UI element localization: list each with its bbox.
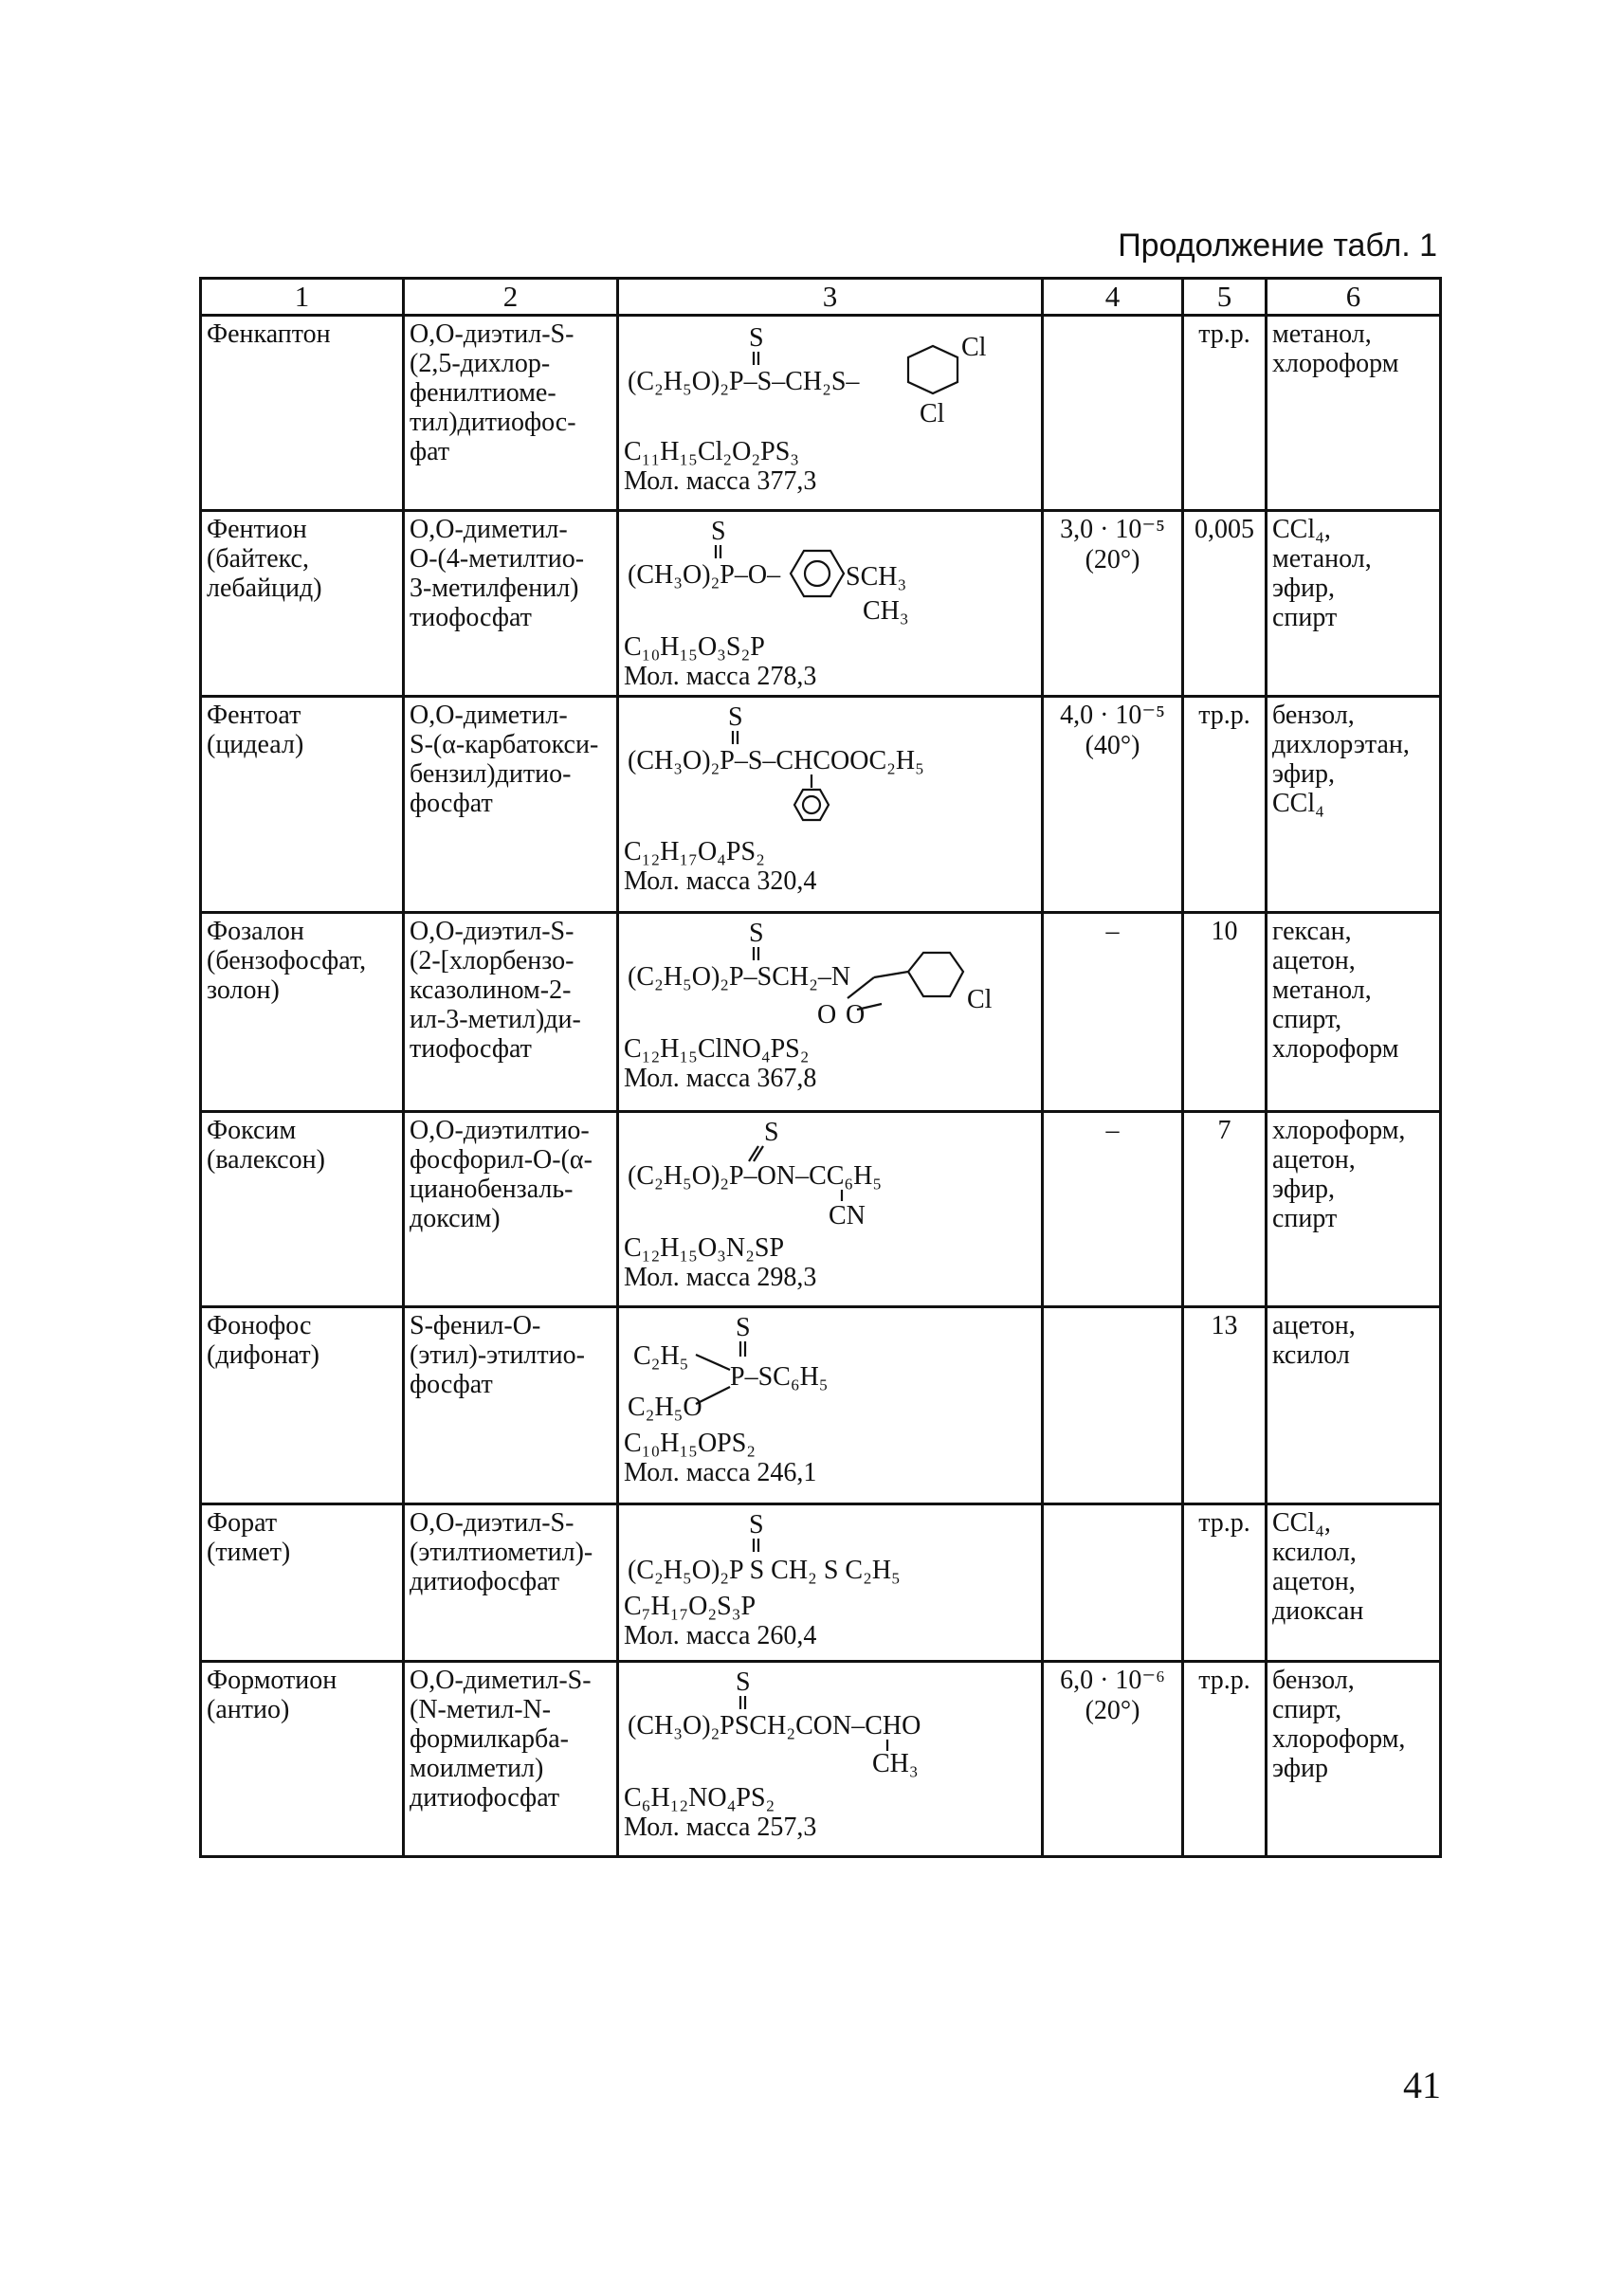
molecular-mass: Мол. масса 257,3 bbox=[624, 1813, 817, 1842]
column-header: 6 bbox=[1267, 279, 1441, 316]
table-row bbox=[201, 697, 1441, 913]
structure-cell bbox=[618, 1504, 1043, 1662]
svg-text:(C₂H₅O)₂P–SCH₂–N: (C₂H₅O)₂P–SCH₂–N bbox=[628, 962, 851, 992]
water-solubility: тр.р. bbox=[1183, 1504, 1267, 1662]
structure-cell bbox=[618, 1112, 1043, 1307]
svg-text:P–SC₆H₅: P–SC₆H₅ bbox=[730, 1362, 829, 1392]
water-solubility: тр.р. bbox=[1183, 1662, 1267, 1857]
solvents: хлороформ, ацетон, эфир, спирт bbox=[1267, 1112, 1441, 1307]
vapor-pressure: 4,0 · 10⁻⁵ (40°) bbox=[1043, 697, 1183, 913]
molecular-formula: C₁₂H₁₇O₄PS₂ bbox=[624, 837, 765, 866]
chemical-name: S-фенил-O- (этил)-этилтио- фосфат bbox=[404, 1307, 618, 1504]
chemical-name: O,O-диметил- O-(4-метилтио- 3-метилфенил) тиофосфат bbox=[404, 511, 618, 697]
molecular-mass: Мол. масса 320,4 bbox=[624, 866, 817, 896]
structure-cell bbox=[618, 511, 1043, 697]
column-header: 4 bbox=[1043, 279, 1183, 316]
structural-formula bbox=[624, 1311, 1022, 1425]
page-number: 41 bbox=[1403, 2064, 1441, 2106]
svg-text:S: S bbox=[711, 517, 726, 546]
molecular-mass: Мол. масса 260,4 bbox=[624, 1621, 817, 1650]
compound-name: Фонофос (дифонат) bbox=[201, 1307, 404, 1504]
molecular-mass: Мол. масса 298,3 bbox=[624, 1263, 817, 1292]
vapor-pressure bbox=[1043, 1504, 1183, 1662]
svg-text:(C₂H₅O)₂P S CH₂ S C₂H₅: (C₂H₅O)₂P S CH₂ S C₂H₅ bbox=[628, 1556, 901, 1585]
structural-formula bbox=[624, 319, 1022, 433]
table-row bbox=[201, 511, 1441, 697]
table-row bbox=[201, 913, 1441, 1112]
table-row bbox=[201, 316, 1441, 511]
svg-text:CH₃: CH₃ bbox=[863, 596, 909, 626]
svg-text:CH₃: CH₃ bbox=[872, 1749, 919, 1778]
chemical-name: O,O-диэтил-S- (2-[хлорбензо- ксазолином-2- ил-3-метил)ди- тиофосфат bbox=[404, 913, 618, 1112]
svg-text:S: S bbox=[764, 1118, 779, 1147]
svg-text:(CH₃O)₂PSCH₂CON–CHO: (CH₃O)₂PSCH₂CON–CHO bbox=[628, 1711, 921, 1740]
water-solubility: 13 bbox=[1183, 1307, 1267, 1504]
chemical-name: O,O-диэтил-S- (2,5-дихлор- фенилтиоме- тил)дитиофос- фат bbox=[404, 316, 618, 511]
pesticide-table bbox=[199, 277, 1442, 1858]
column-header: 5 bbox=[1183, 279, 1267, 316]
molecular-formula: C₁₀H₁₅O₃S₂P bbox=[624, 632, 765, 662]
structural-formula bbox=[624, 1116, 1022, 1230]
structure-cell bbox=[618, 913, 1043, 1112]
water-solubility: 0,005 bbox=[1183, 511, 1267, 697]
chemical-name: O,O-диэтилтио- фосфорил-O-(α- цианобензаль- доксим) bbox=[404, 1112, 618, 1307]
molecular-formula: C₁₁H₁₅Cl₂O₂PS₃ bbox=[624, 437, 800, 466]
vapor-pressure: 3,0 · 10⁻⁵ (20°) bbox=[1043, 511, 1183, 697]
table-continuation-caption: Продолжение табл. 1 bbox=[1118, 228, 1437, 264]
compound-name: Фоксим (валексон) bbox=[201, 1112, 404, 1307]
molecular-formula: C₇H₁₇O₂S₃P bbox=[624, 1592, 757, 1621]
svg-text:(CH₃O)₂P–S–CHCOOC₂H₅: (CH₃O)₂P–S–CHCOOC₂H₅ bbox=[628, 746, 924, 775]
water-solubility: тр.р. bbox=[1183, 316, 1267, 511]
svg-text:SCH₃: SCH₃ bbox=[846, 562, 907, 592]
svg-text:S: S bbox=[749, 919, 764, 948]
compound-name: Фентион (байтекс, лебайцид) bbox=[201, 511, 404, 697]
vapor-pressure bbox=[1043, 316, 1183, 511]
structure-cell bbox=[618, 1662, 1043, 1857]
molecular-formula: C₁₂H₁₅O₃N₂SP bbox=[624, 1233, 785, 1263]
compound-name: Фозалон (бензофосфат, золон) bbox=[201, 913, 404, 1112]
table-row bbox=[201, 1504, 1441, 1662]
compound-name: Фентоат (цидеал) bbox=[201, 697, 404, 913]
svg-text:Cl: Cl bbox=[967, 985, 993, 1014]
vapor-pressure: 6,0 · 10⁻⁶ (20°) bbox=[1043, 1662, 1183, 1857]
structural-formula bbox=[624, 1508, 1022, 1588]
solvents: CCl₄, ксилол, ацетон, диоксан bbox=[1267, 1504, 1441, 1662]
vapor-pressure bbox=[1043, 1307, 1183, 1504]
molecular-mass: Мол. масса 367,8 bbox=[624, 1064, 817, 1093]
structural-formula bbox=[624, 701, 1022, 833]
solvents: ацетон, ксилол bbox=[1267, 1307, 1441, 1504]
structure-cell bbox=[618, 1307, 1043, 1504]
svg-text:(CH₃O)₂P–O–: (CH₃O)₂P–O– bbox=[628, 560, 781, 590]
water-solubility: 7 bbox=[1183, 1112, 1267, 1307]
svg-text:CN: CN bbox=[829, 1201, 866, 1230]
svg-text:S: S bbox=[749, 323, 764, 353]
svg-text:Cl: Cl bbox=[920, 399, 945, 428]
solvents: гексан, ацетон, метанол, спирт, хлороформ bbox=[1267, 913, 1441, 1112]
structural-formula bbox=[624, 1666, 1022, 1779]
structure-cell bbox=[618, 697, 1043, 913]
column-header: 2 bbox=[404, 279, 618, 316]
svg-text:S: S bbox=[736, 1313, 751, 1342]
solvents: бензол, дихлорэтан, эфир, CCl₄ bbox=[1267, 697, 1441, 913]
molecular-mass: Мол. масса 278,3 bbox=[624, 662, 817, 691]
svg-text:S: S bbox=[749, 1510, 764, 1540]
chemical-name: O,O-диэтил-S- (этилтиометил)- дитиофосфат bbox=[404, 1504, 618, 1662]
column-header: 3 bbox=[618, 279, 1043, 316]
molecular-formula: C₆H₁₂NO₄PS₂ bbox=[624, 1783, 775, 1813]
svg-text:S: S bbox=[736, 1667, 751, 1697]
svg-text:(C₂H₅O)₂P–S–CH₂S–: (C₂H₅O)₂P–S–CH₂S– bbox=[628, 367, 860, 396]
molecular-formula: C₁₀H₁₅OPS₂ bbox=[624, 1429, 757, 1458]
compound-name: Формотион (антио) bbox=[201, 1662, 404, 1857]
table-header-row bbox=[201, 279, 1441, 316]
vapor-pressure: – bbox=[1043, 1112, 1183, 1307]
vapor-pressure: – bbox=[1043, 913, 1183, 1112]
molecular-mass: Мол. масса 377,3 bbox=[624, 466, 817, 496]
solvents: бензол, спирт, хлороформ, эфир bbox=[1267, 1662, 1441, 1857]
molecular-mass: Мол. масса 246,1 bbox=[624, 1458, 817, 1487]
table-row bbox=[201, 1662, 1441, 1857]
structural-formula bbox=[624, 917, 1022, 1030]
svg-text:S: S bbox=[728, 702, 743, 732]
water-solubility: тр.р. bbox=[1183, 697, 1267, 913]
svg-text:Cl: Cl bbox=[961, 333, 987, 362]
table-row bbox=[201, 1112, 1441, 1307]
svg-text:O: O bbox=[846, 1000, 866, 1030]
chemical-name: O,O-диметил-S- (N-метил-N- формилкарба- моилметил) дитиофосфат bbox=[404, 1662, 618, 1857]
structure-cell bbox=[618, 316, 1043, 511]
molecular-formula: C₁₂H₁₅ClNO₄PS₂ bbox=[624, 1034, 810, 1064]
svg-text:C₂H₅O: C₂H₅O bbox=[628, 1393, 702, 1422]
structural-formula bbox=[624, 515, 1022, 629]
compound-name: Фенкаптон bbox=[201, 316, 404, 511]
water-solubility: 10 bbox=[1183, 913, 1267, 1112]
column-header: 1 bbox=[201, 279, 404, 316]
svg-text:(C₂H₅O)₂P–ON–CC₆H₅: (C₂H₅O)₂P–ON–CC₆H₅ bbox=[628, 1161, 883, 1191]
chemical-name: O,O-диметил- S-(α-карбатокси- бензил)дитио- фосфат bbox=[404, 697, 618, 913]
solvents: метанол, хлороформ bbox=[1267, 316, 1441, 511]
table-row bbox=[201, 1307, 1441, 1504]
compound-name: Форат (тимет) bbox=[201, 1504, 404, 1662]
solvents: CCl₄, метанол, эфир, спирт bbox=[1267, 511, 1441, 697]
svg-text:O: O bbox=[817, 1000, 837, 1030]
svg-text:C₂H₅: C₂H₅ bbox=[633, 1341, 689, 1371]
